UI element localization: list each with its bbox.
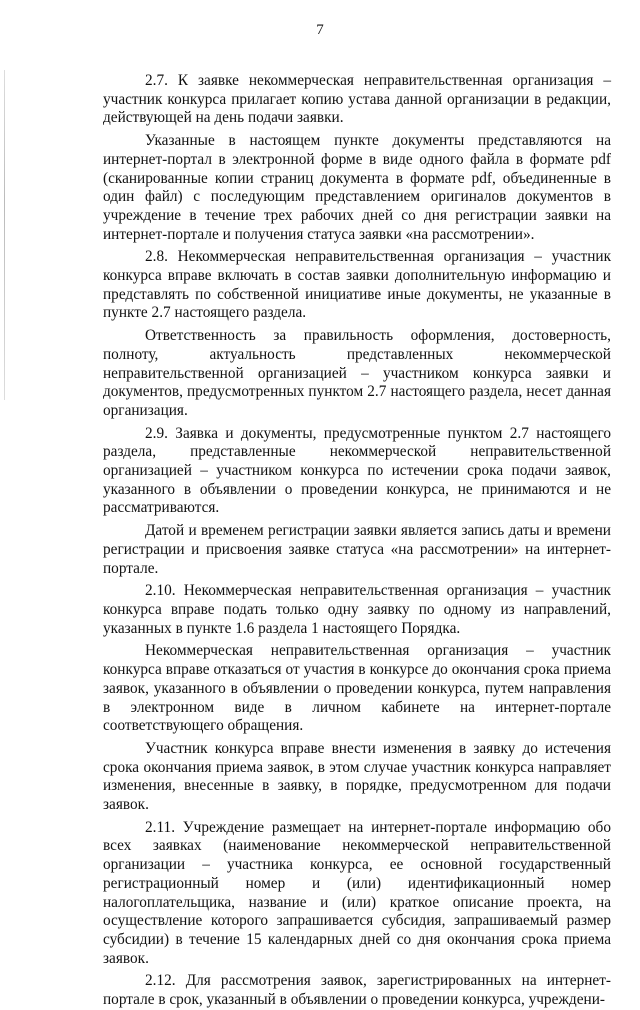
paragraph-2-9-registration: Датой и временем регистрации заявки является запись даты и времени регистрации и присвоения заявке статуса «на рассмотрении» на интернет-портале. [103,522,611,577]
page-number: 7 [316,22,324,38]
paragraph-2-10-withdrawal: Некоммерческая неправительственная организация – участник конкурса вправе отказаться от участия в конкурсе до окончания срока приема заявок, указанного в объявлении о проведении конкурса, путем направления в электронном виде в личном кабинете на интернет-портале соответствующего обращения. [103,642,611,735]
document-body [103,72,611,1010]
paragraph-2-10: 2.10. Некоммерческая неправительственная организация – участник конкурса вправе подать только одну заявку по одному из направлений, указанных в пункте 1.6 раздела 1 настоящего Порядка. [103,582,611,637]
scan-edge-line [4,70,5,400]
paragraph-2-10-changes: Участник конкурса вправе внести изменения в заявку до истечения срока окончания приема заявок, в этом случае участник конкурса направляет изменения, внесенные в заявку, в порядке, предусмотренном для подачи заявок. [103,739,611,814]
paragraph-2-8-responsibility: Ответственность за правильность оформления, достоверность, полноту, актуальность представленных некоммерческой неправительственной организацией – участником конкурса заявки и документов, предусмотренных пунктом 2.7 настоящего раздела, несет данная организация. [103,327,611,419]
paragraph-2-8: 2.8. Некоммерческая неправительственная организация – участник конкурса вправе включать в состав заявки дополнительную информацию и представлять по собственной инициативе иные документы, не указанные в пункте 2.7 настоящего раздела. [103,248,611,322]
paragraph-2-11: 2.11. Учреждение размещает на интернет-портале информацию обо всех заявках (наименование некоммерческой неправительственной организации – участника конкурса, ее основной государственный регистрационный номер и (или) идентификационный номер налогоплательщика, название и (или) краткое описание проекта, на осуществление которого запрашивается субсидия, запрашиваемый размер субсидии) в течение 15 календарных дней со дня окончания срока приема заявок. [103,818,611,967]
paragraph-2-7: 2.7. К заявке некоммерческая неправительственная организация – участник конкурса прилагает копию устава данной организации в редакции, действующей на день подачи заявки. [103,72,611,127]
paragraph-2-9: 2.9. Заявка и документы, предусмотренные пунктом 2.7 настоящего раздела, представленные некоммерческой неправительственной организацией – участником конкурса по истечении срока подачи заявок, указанного в объявлении о проведении конкурса, не принимаются и не рассматриваются. [103,424,611,517]
paragraph-2-7-documents: Указанные в настоящем пункте документы представляются на интернет-портал в электронной форме в виде одного файла в формате pdf (сканированные копии страниц документа в формате pdf, объединенные в один файл) с последующим представлением оригиналов документов в учреждение в течение трех рабочих дней со дня регистрации заявки на интернет-портале и получения статуса заявки «на рассмотрении». [103,132,611,243]
paragraph-2-12: 2.12. Для рассмотрения заявок, зарегистрированных на интернет-портале в срок, указанный в объявлении о проведении конкурса, учреждени- [103,972,611,1009]
